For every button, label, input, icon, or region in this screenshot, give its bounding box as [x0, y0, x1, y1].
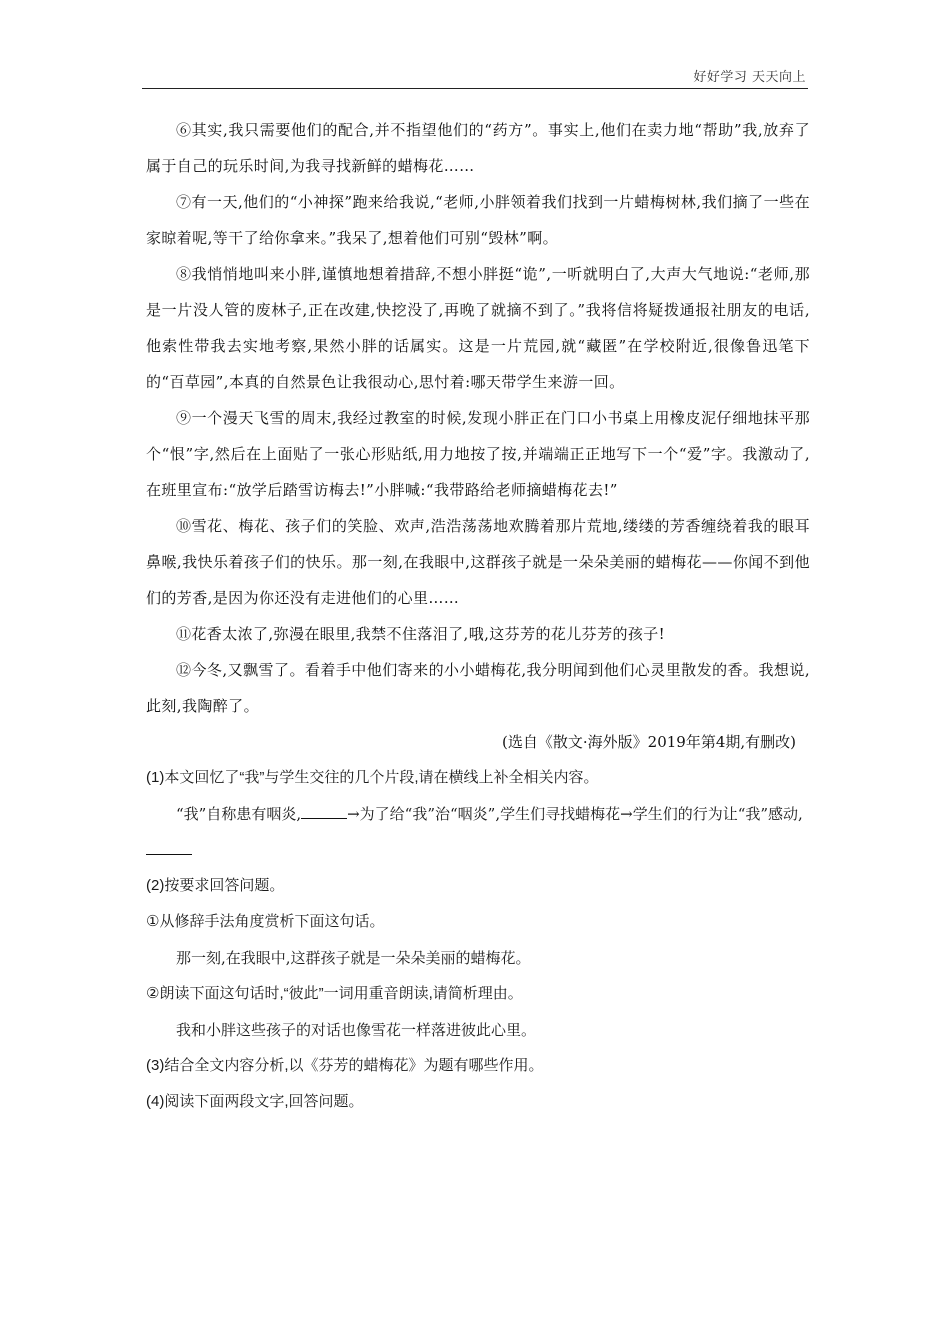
question-3: (3)结合全文内容分析,以《芬芳的蜡梅花》为题有哪些作用。 [146, 1057, 544, 1074]
question-2-1: ①从修辞手法角度赏析下面这句话。 [146, 913, 385, 930]
paragraph-11: ⑪花香太浓了,弥漫在眼里,我禁不住落泪了,哦,这芬芳的花儿芬芳的孩子! [176, 625, 666, 643]
question-1-fill [146, 796, 810, 868]
document-body [146, 112, 810, 1120]
header-divider [142, 88, 808, 89]
answer-blank-1[interactable] [301, 804, 347, 819]
paragraph-7: ⑦有一天,他们的“小神探”跑来给我说,“老师,小胖领着我们找到一片蜡梅树林,我们摘了一些在家晾着呢,等干了给你拿来。”我呆了,想着他们可别“毁林”啊。 [146, 193, 810, 247]
answer-blank-2[interactable] [146, 840, 192, 855]
question-2-2: ②朗读下面这句话时,“彼此”一词用重音朗读,请简析理由。 [146, 985, 523, 1002]
question-1: (1)本文回忆了“我”与学生交往的几个片段,请在横线上补全相关内容。 [146, 769, 599, 786]
question-1-part-a: “我”自称患有咽炎, [176, 805, 302, 823]
paragraph-9: ⑨一个漫天飞雪的周末,我经过教室的时候,发现小胖正在门口小书桌上用橡皮泥仔细地抹平那个“恨”字,然后在上面贴了一张心形贴纸,用力地按了按,并端端正正地写下一个“爱”字。我激动了,在班里宣布:“放学后踏雪访梅去!”小胖喊:“我带路给老师摘蜡梅花去!” [146, 409, 810, 499]
paragraph-10: ⑩雪花、梅花、孩子们的笑脸、欢声,浩浩荡荡地欢腾着那片荒地,缕缕的芳香缠绕着我的眼耳鼻喉,我快乐着孩子们的快乐。那一刻,在我眼中,这群孩子就是一朵朵美丽的蜡梅花——你闻不到他们的芳香,是因为你还没有走进他们的心里…… [146, 517, 810, 607]
paragraph-12: ⑫今冬,又飘雪了。看着手中他们寄来的小小蜡梅花,我分明闻到他们心灵里散发的香。我想说,此刻,我陶醉了。 [146, 661, 810, 715]
question-4: (4)阅读下面两段文字,回答问题。 [146, 1093, 364, 1110]
question-2-2-quote: 我和小胖这些孩子的对话也像雪花一样落进彼此心里。 [176, 1021, 537, 1039]
paragraph-6: ⑥其实,我只需要他们的配合,并不指望他们的“药方”。事实上,他们在卖力地“帮助”我,放弃了属于自己的玩乐时间,为我寻找新鲜的蜡梅花…… [146, 121, 810, 175]
question-1-part-b: →为了给“我”治“咽炎”,学生们寻找蜡梅花→学生们的行为让“我”感动, [347, 805, 803, 823]
question-2: (2)按要求回答问题。 [146, 877, 285, 894]
header-slogan: 好好学习 天天向上 [693, 70, 806, 85]
source-citation: (选自《散文·海外版》2019年第4期,有删改) [502, 733, 796, 751]
paragraph-8: ⑧我悄悄地叫来小胖,谨慎地想着措辞,不想小胖挺“诡”,一听就明白了,大声大气地说:“老师,那是一片没人管的废林子,正在改建,快挖没了,再晚了就摘不到了。”我将信将疑拨通报社朋友的电话,他索性带我去实地考察,果然小胖的话属实。这是一片荒园,就“藏匿”在学校附近,很像鲁迅笔下的“百草园”,本真的自然景色让我很动心,思忖着:哪天带学生来游一回。 [146, 265, 810, 391]
question-2-1-quote: 那一刻,在我眼中,这群孩子就是一朵朵美丽的蜡梅花。 [176, 949, 531, 967]
